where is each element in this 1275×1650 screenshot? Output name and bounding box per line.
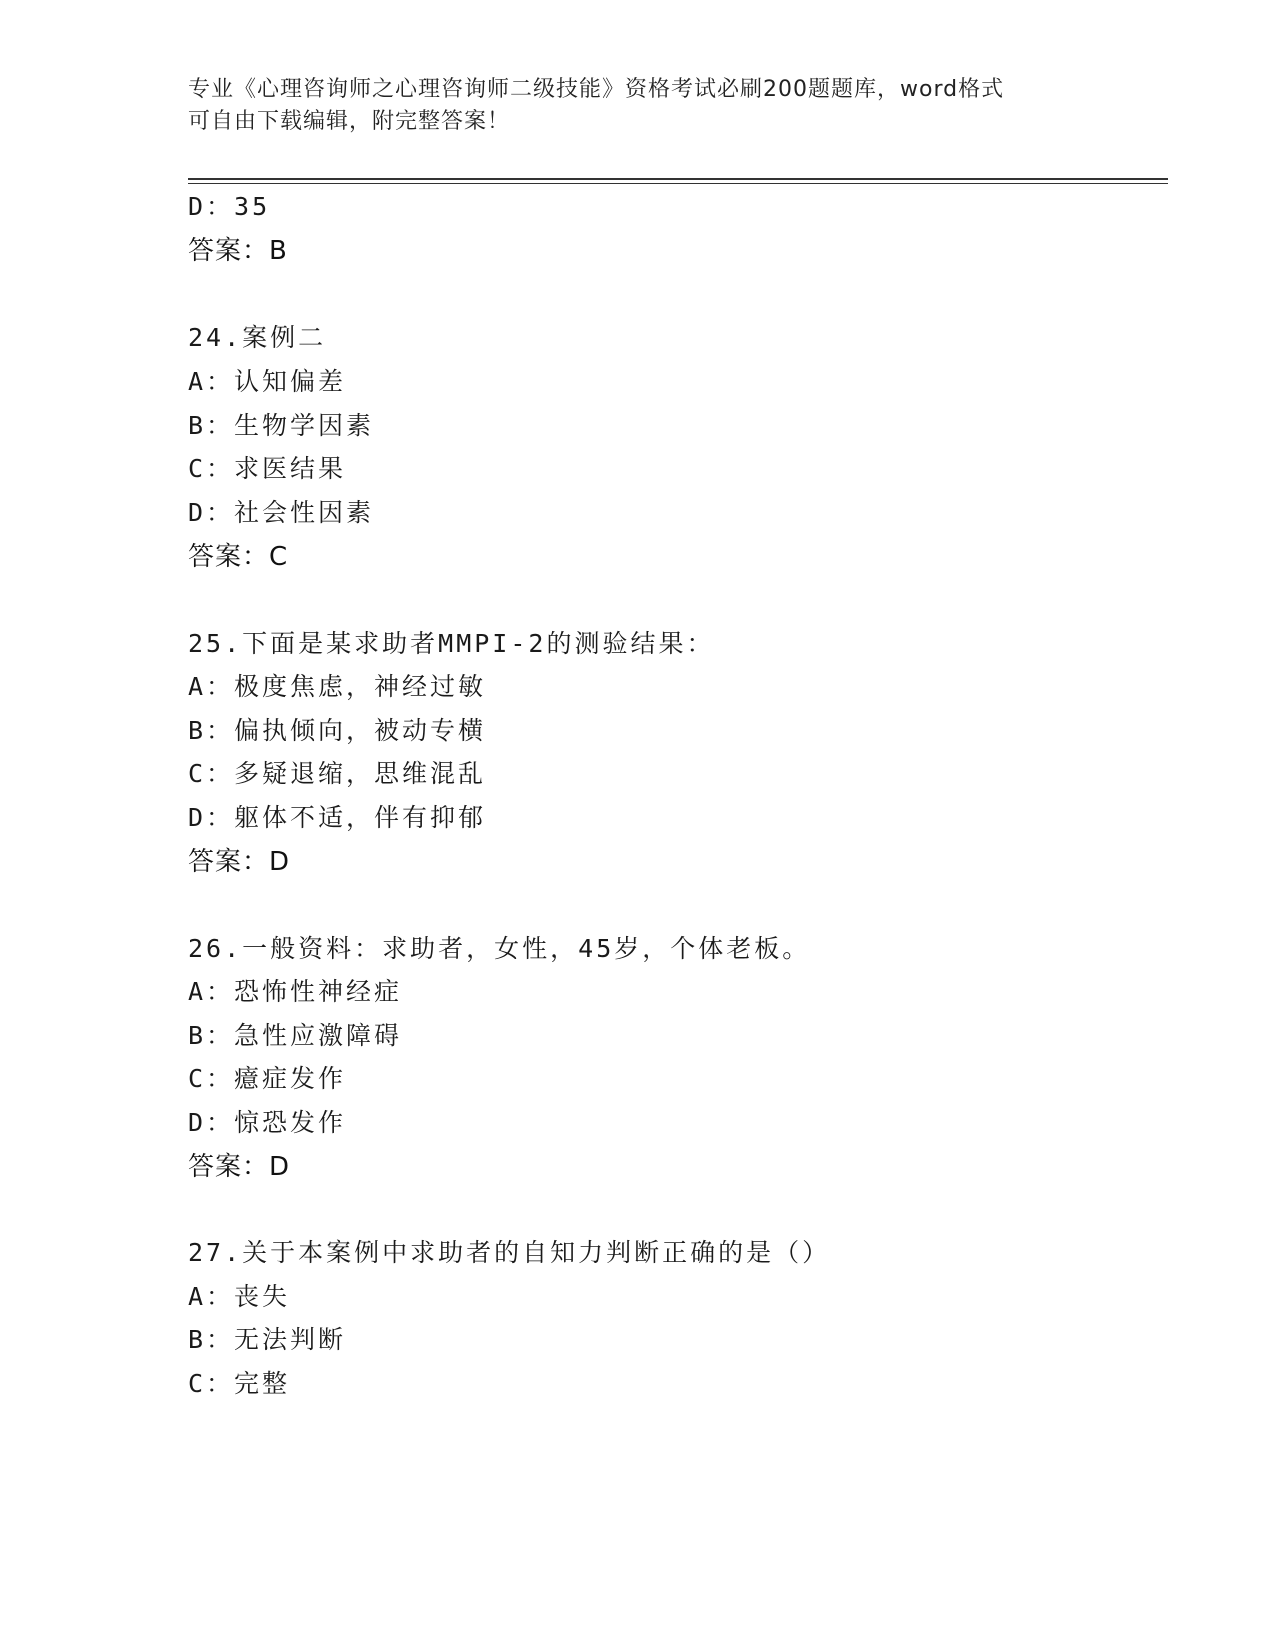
question-27-option-c: C：完整 — [188, 1369, 291, 1398]
question-24-answer: 答案：C — [188, 542, 289, 572]
question-25-answer: 答案：D — [188, 847, 291, 877]
prev-answer: 答案：B — [188, 236, 288, 266]
document-header — [188, 74, 1088, 138]
question-25-option-b: B：偏执倾向，被动专横 — [188, 716, 487, 745]
prev-option-d: D：35 — [188, 192, 271, 221]
question-25-option-d: D：躯体不适，伴有抑郁 — [188, 803, 487, 832]
question-26-stem: 26.一般资料：求助者，女性，45岁，个体老板。 — [188, 934, 811, 963]
question-24-option-a: A：认知偏差 — [188, 367, 347, 396]
question-24-option-b: B：生物学因素 — [188, 411, 375, 440]
header-divider-thick — [188, 178, 1168, 180]
question-26-option-b: B：急性应激障碍 — [188, 1021, 403, 1050]
question-25-stem: 25.下面是某求助者MMPI-2的测验结果： — [188, 629, 715, 658]
header-line-1: 专业《心理咨询师之心理咨询师二级技能》资格考试必刷200题题库，word格式 — [188, 77, 1005, 102]
header-line-2: 可自由下载编辑，附完整答案！ — [188, 109, 511, 134]
question-26-option-c: C：癔症发作 — [188, 1064, 347, 1093]
question-27-option-a: A：丧失 — [188, 1282, 291, 1311]
question-26-answer: 答案：D — [188, 1152, 291, 1182]
question-26-option-d: D：惊恐发作 — [188, 1108, 347, 1137]
question-24-stem: 24.案例二 — [188, 323, 327, 352]
question-25-option-c: C：多疑退缩，思维混乱 — [188, 759, 487, 788]
question-25-option-a: A：极度焦虑，神经过敏 — [188, 672, 487, 701]
question-27-stem: 27.关于本案例中求助者的自知力判断正确的是（） — [188, 1238, 831, 1267]
question-26-option-a: A：恐怖性神经症 — [188, 977, 403, 1006]
question-24-option-c: C：求医结果 — [188, 454, 347, 483]
question-27-option-b: B：无法判断 — [188, 1325, 347, 1354]
question-24-option-d: D：社会性因素 — [188, 498, 375, 527]
header-divider-thin — [188, 183, 1168, 184]
